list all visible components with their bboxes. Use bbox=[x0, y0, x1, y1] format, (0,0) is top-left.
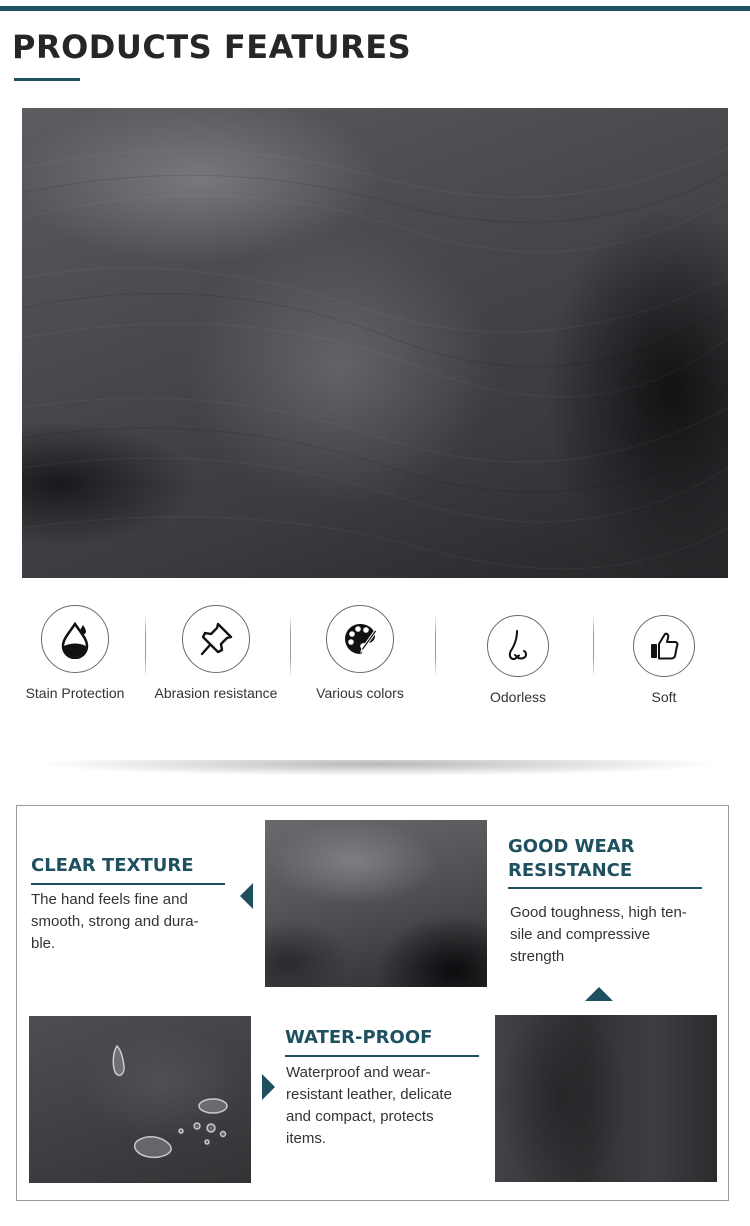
title-rule bbox=[508, 887, 702, 889]
arrow-left-icon bbox=[240, 883, 253, 909]
top-accent-rule bbox=[0, 6, 750, 11]
feature-icons-row bbox=[0, 605, 750, 715]
nose-icon bbox=[487, 615, 549, 677]
water-proof-title: WATER-PROOF bbox=[285, 1027, 433, 1048]
feature-stain-protection bbox=[5, 605, 145, 701]
good-wear-title: GOOD WEAR RESISTANCE bbox=[508, 836, 635, 881]
feature-odorless bbox=[448, 615, 588, 705]
feature-label: Various colors bbox=[316, 685, 404, 701]
details-panel bbox=[16, 805, 729, 1201]
hero-fabric-image bbox=[22, 108, 728, 578]
title-underline bbox=[14, 78, 80, 81]
feature-divider bbox=[435, 615, 436, 677]
thumbs-up-icon bbox=[633, 615, 695, 677]
feature-label: Abrasion resistance bbox=[154, 685, 278, 701]
title-rule bbox=[31, 883, 225, 885]
wear-resistance-image bbox=[495, 1015, 717, 1182]
clear-texture-text: The hand feels fine and smooth, strong and dura- ble. bbox=[31, 891, 199, 952]
texture-closeup-image bbox=[265, 820, 487, 987]
arrow-up-icon bbox=[585, 987, 613, 1001]
title-rule bbox=[285, 1055, 479, 1057]
feature-label: Soft bbox=[651, 689, 677, 705]
feature-label: Odorless bbox=[489, 689, 547, 705]
water-droplets-image bbox=[29, 1016, 251, 1183]
good-wear-text: Good toughness, high ten- sile and compressive strength bbox=[510, 904, 687, 965]
feature-label: Stain Protection bbox=[25, 685, 125, 701]
page-title: PRODUCTS FEATURES bbox=[12, 28, 412, 66]
palette-icon bbox=[326, 605, 394, 673]
clear-texture-title: CLEAR TEXTURE bbox=[31, 855, 194, 876]
water-proof-text: Waterproof and wear- resistant leather, delicate and compact, protects items. bbox=[286, 1064, 452, 1147]
pushpin-icon bbox=[182, 605, 250, 673]
feature-soft bbox=[594, 615, 734, 705]
water-drop-icon bbox=[41, 605, 109, 673]
feature-various-colors bbox=[290, 605, 430, 701]
feature-abrasion-resistance bbox=[146, 605, 286, 701]
arrow-right-icon bbox=[262, 1074, 275, 1100]
decorative-shadow bbox=[38, 752, 718, 782]
